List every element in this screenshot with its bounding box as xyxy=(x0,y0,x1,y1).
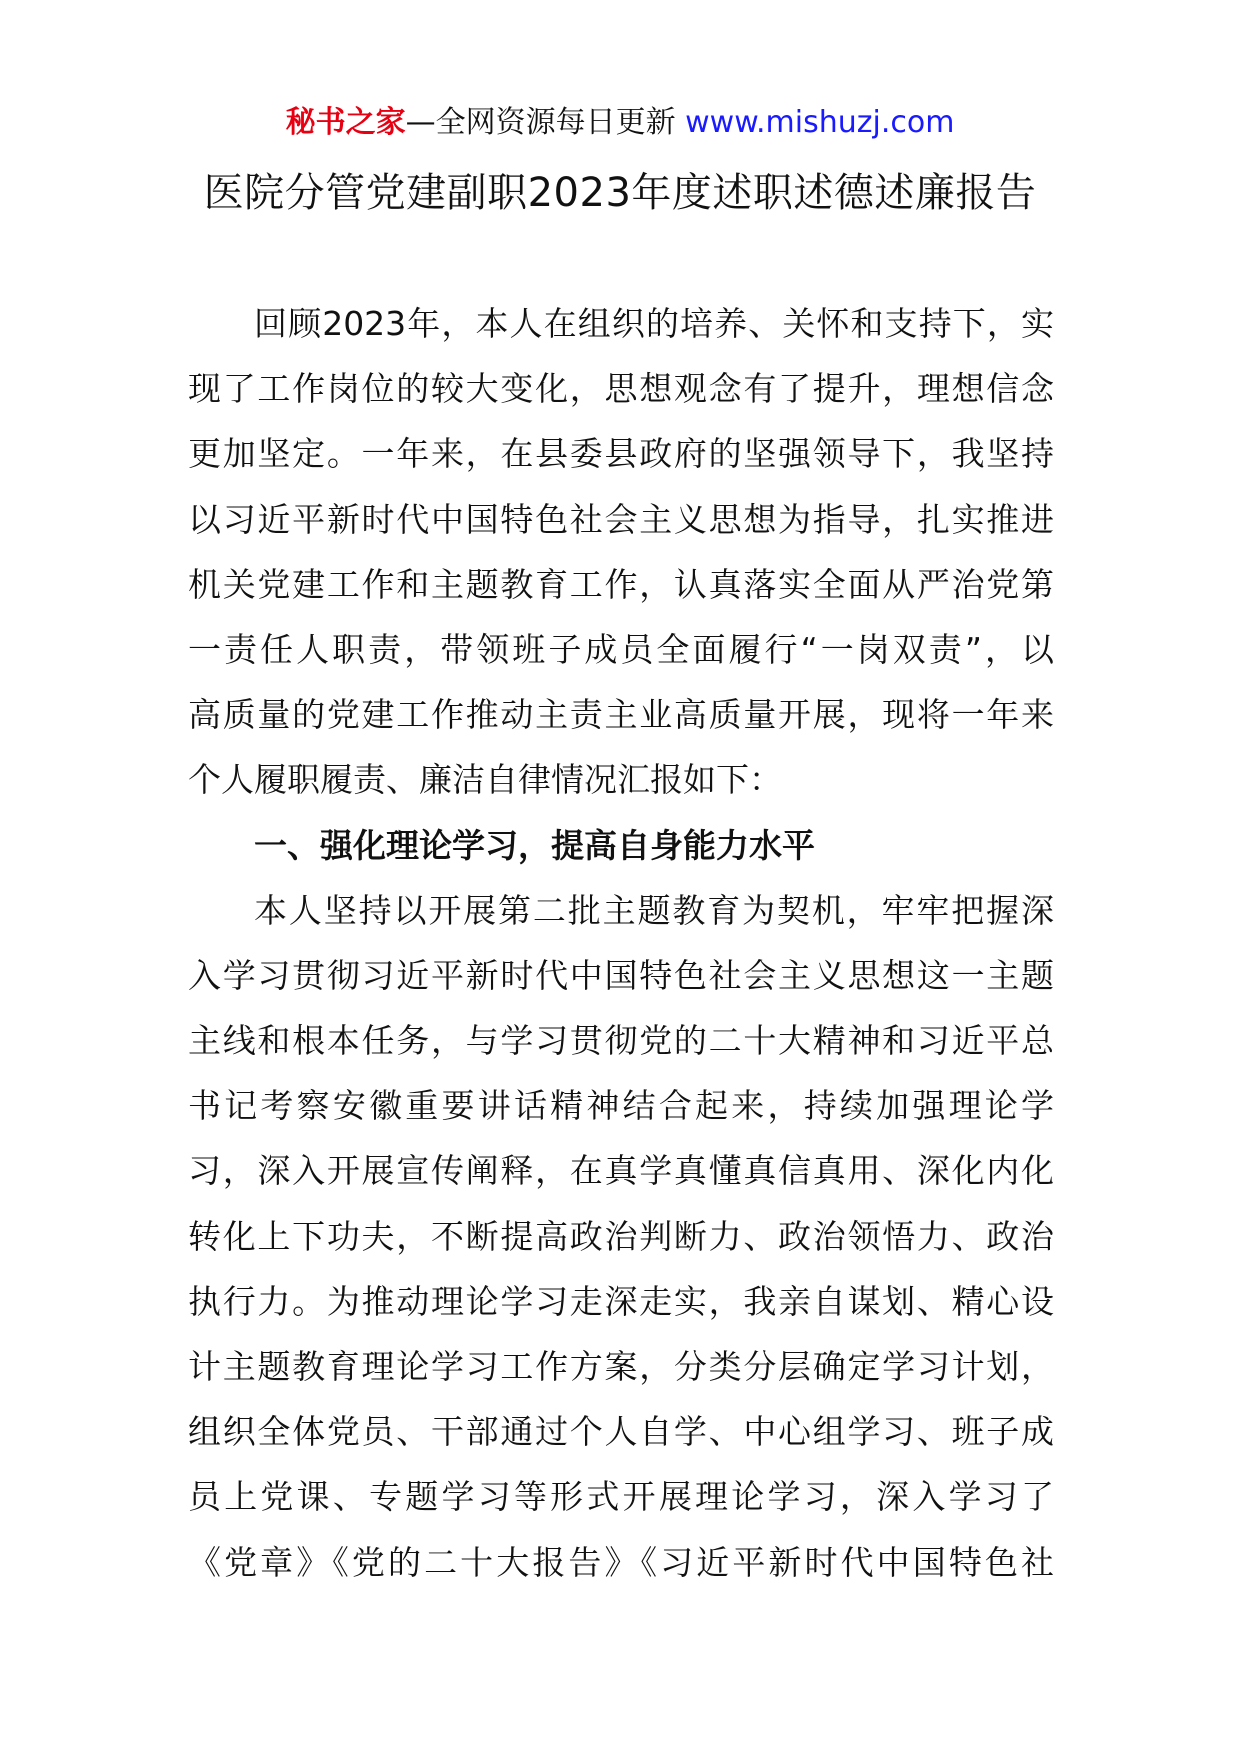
site-header xyxy=(0,103,1240,143)
paragraph-line: 更加坚定。一年来，在县委县政府的坚强领导下，我坚持 xyxy=(188,434,1054,474)
paragraph-line: 个人履职履责、廉洁自律情况汇报如下： xyxy=(188,760,782,800)
paragraph-line: 主线和根本任务，与学习贯彻党的二十大精神和习近平总 xyxy=(188,1021,1054,1061)
paragraph-line: 书记考察安徽重要讲话精神结合起来，持续加强理论学 xyxy=(188,1086,1054,1126)
paragraph-line: 回顾2023年，本人在组织的培养、关怀和支持下，实 xyxy=(254,304,1054,343)
paragraph-line: 一责任人职责，带领班子成员全面履行“一岗双责”，以 xyxy=(188,629,1054,669)
brand-name: 秘书之家 xyxy=(285,105,406,140)
paragraph-line: 入学习贯彻习近平新时代中国特色社会主义思想这一主题 xyxy=(188,955,1054,995)
paragraph-line: 《党章》《党的二十大报告》《习近平新时代中国特色社 xyxy=(188,1542,1054,1582)
paragraph-line: 员上党课、专题学习等形式开展理论学习，深入学习了 xyxy=(188,1477,1054,1517)
paragraph-line: 习，深入开展宣传阐释，在真学真懂真信真用、深化内化 xyxy=(188,1151,1054,1191)
paragraph-line: 本人坚持以开展第二批主题教育为契机，牢牢把握深 xyxy=(254,890,1054,930)
document-body xyxy=(188,291,1054,1595)
site-url-link[interactable]: www.mishuzj.com xyxy=(685,105,955,140)
paragraph-line: 高质量的党建工作推动主责主业高质量开展，现将一年来 xyxy=(188,695,1054,735)
section-heading: 一、强化理论学习，提高自身能力水平 xyxy=(254,825,815,865)
header-tagline: —全网资源每日更新 xyxy=(405,105,676,140)
paragraph-line: 转化上下功夫，不断提高政治判断力、政治领悟力、政治 xyxy=(188,1216,1054,1256)
paragraph-line: 以习近平新时代中国特色社会主义思想为指导，扎实推进 xyxy=(188,499,1054,539)
paragraph-line: 现了工作岗位的较大变化，思想观念有了提升，理想信念 xyxy=(188,369,1054,409)
paragraph-line: 计主题教育理论学习工作方案，分类分层确定学习计划， xyxy=(188,1347,1054,1386)
paragraph-line: 执行力。为推动理论学习走深走实，我亲自谋划、精心设 xyxy=(188,1281,1054,1321)
document-title: 医院分管党建副职2023年度述职述德述廉报告 xyxy=(203,170,1037,216)
paragraph-line: 机关党建工作和主题教育工作，认真落实全面从严治党第 xyxy=(188,564,1054,604)
paragraph-line: 组织全体党员、干部通过个人自学、中心组学习、班子成 xyxy=(188,1412,1054,1452)
